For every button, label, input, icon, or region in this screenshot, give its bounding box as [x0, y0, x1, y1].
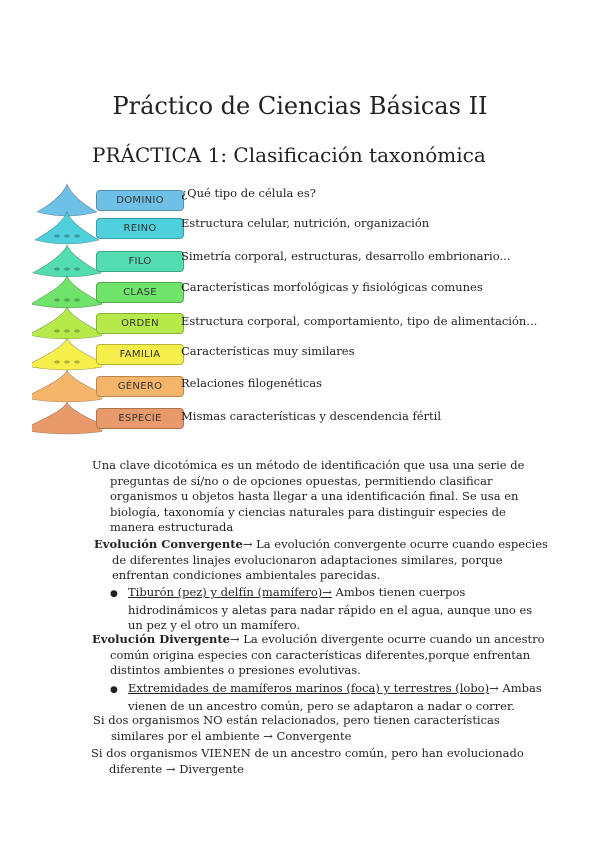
pyramid-segment-3 — [33, 245, 102, 277]
dichotomous-key-paragraph: Una clave dicotómica es un método de identificación que usa una serie de preguntas de sí/no o de opciones opuestas, permitiendo clasificar organismos u objetos hasta llegar a una identificación final. Se usa en biología, taxonomía y ciencias naturales para distinguir especies de manera estructurada — [92, 458, 525, 534]
bullet-icon: ● — [110, 685, 118, 695]
rank-label-8: ESPECIE — [96, 408, 184, 429]
pyramid-segment-5 — [32, 307, 102, 339]
summary-text: Si dos organismos VIENEN de un ancestro común, pero han evolucionado diferente — [91, 746, 524, 776]
pyramid-segment-8 — [32, 402, 102, 434]
pyramid-pattern-2 — [54, 234, 80, 237]
pyramid-pattern-4 — [54, 298, 80, 301]
taxonomy-figure — [32, 172, 592, 442]
rank-label-1: DOMINIO — [96, 190, 184, 211]
arrow-icon: → — [489, 681, 499, 695]
pyramid-segment-7 — [32, 370, 102, 402]
convergent-term: Evolución Convergente — [94, 537, 243, 551]
rank-label-3: FILO — [96, 251, 184, 272]
convergent-example-label: Tiburón (pez) y delfín (mamífero) — [128, 585, 323, 599]
arrow-icon: → — [165, 761, 176, 776]
pyramid-segment-6 — [32, 338, 102, 370]
arrow-icon: → — [322, 585, 332, 599]
pyramid-segment-2 — [35, 212, 99, 244]
rank-label-6: FAMILIA — [96, 344, 184, 365]
summary-result: Divergente — [175, 761, 244, 776]
pyramid-pattern-3 — [54, 267, 80, 270]
rank-description-3: Simetría corporal, estructuras, desarrollo embrionario... — [181, 249, 511, 263]
page-title: Práctico de Ciencias Básicas II — [112, 92, 488, 120]
divergent-example-label: Extremidades de mamíferos marinos (foca) y terrestres (lobo) — [128, 681, 490, 695]
rank-description-2: Estructura celular, nutrición, organización — [181, 216, 430, 230]
rank-description-4: Características morfológicas y fisiológicas comunes — [181, 280, 483, 294]
rank-description-5: Estructura corporal, comportamiento, tipo de alimentación... — [181, 314, 538, 328]
convergent-example-text: Ambos tienen cuerpos hidrodinámicos y aletas para nadar rápido en el agua, aunque uno es un pez y el otro un mamífero. — [128, 585, 533, 632]
summary-divergent — [91, 746, 539, 777]
rank-label-5: ORDEN — [96, 313, 184, 334]
rank-description-7: Relaciones filogenéticas — [181, 376, 322, 390]
divergent-example-text: Ambas vienen de un ancestro común, pero se adaptaron a nadar o correr. — [128, 681, 542, 713]
pyramid-segment-4 — [32, 276, 102, 308]
divergent-example — [110, 681, 548, 714]
arrow-icon: → — [230, 632, 240, 646]
bullet-icon: ● — [110, 589, 118, 599]
summary-convergent — [93, 713, 536, 744]
convergent-text: La evolución convergente ocurre cuando especies de diferentes linajes evolucionaron adaptaciones similares, porque enfrentan condiciones ambientales parecidas. — [112, 537, 548, 582]
divergent-term: Evolución Divergente — [92, 632, 230, 646]
rank-description-8: Mismas características y descendencia fértil — [181, 409, 442, 423]
pyramid-pattern-5 — [54, 329, 80, 332]
rank-label-2: REINO — [96, 218, 184, 239]
rank-description-6: Características muy similares — [181, 344, 355, 358]
arrow-icon: → — [242, 537, 253, 551]
summary-result: Convergente — [272, 728, 352, 743]
rank-description-1: ¿Qué tipo de célula es? — [181, 186, 316, 200]
summary-text: Si dos organismos NO están relacionados, pero tienen características similares por el ambiente — [93, 713, 500, 743]
divergent-paragraph — [92, 632, 555, 679]
section-title: PRÁCTICA 1: Clasificación taxonómica — [92, 143, 486, 167]
taxonomy-pyramid — [32, 172, 102, 442]
rank-label-4: CLASE — [96, 282, 184, 303]
rank-label-7: GÉNERO — [96, 376, 184, 397]
pyramid-pattern-6 — [54, 360, 80, 363]
convergent-example — [110, 585, 538, 634]
divergent-text: La evolución divergente ocurre cuando un ancestro común origina especies con características diferentes,porque enfrentan distintos ambientes o presiones evolutivas. — [110, 632, 545, 677]
arrow-icon: → — [263, 728, 273, 743]
convergent-paragraph — [94, 537, 552, 584]
